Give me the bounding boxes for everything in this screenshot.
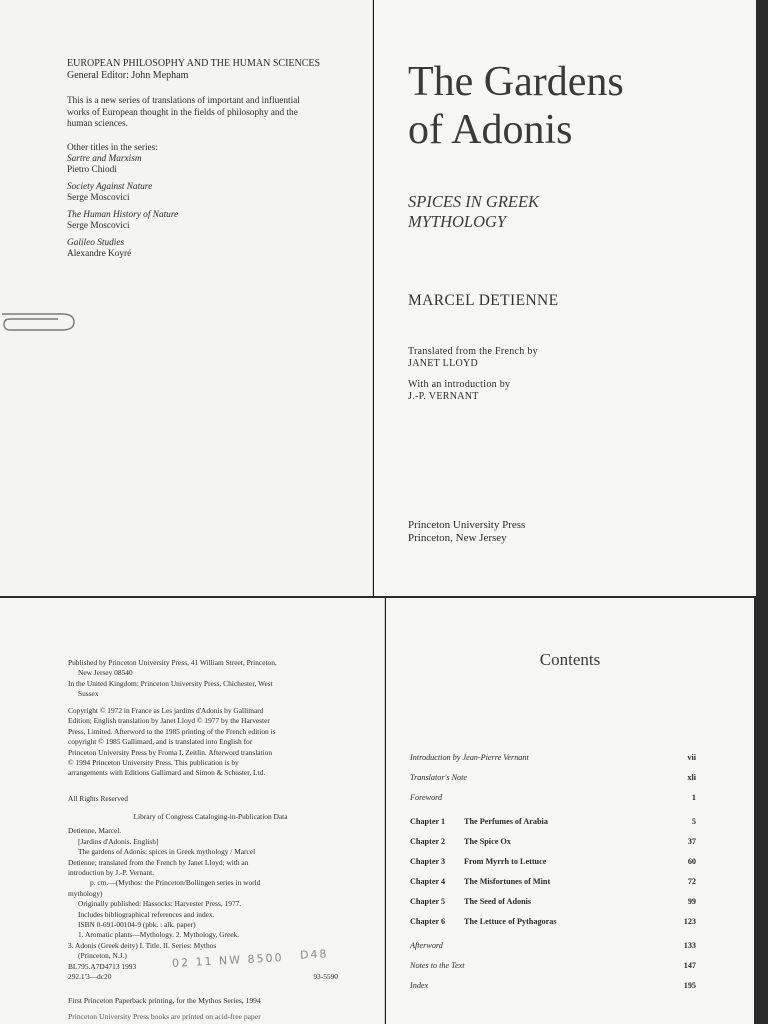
book-title: Sartre and Marxism — [67, 154, 142, 164]
toc-entry: Foreword 1 — [410, 793, 696, 802]
other-titles — [67, 143, 347, 260]
scan-edge-right-bottom — [754, 598, 768, 1024]
book-author: Serge Moscovici — [67, 193, 130, 203]
printing-info: First Princeton Paperback printing, for the Mythos Series, 1994 Princeton University Press books are printed on acid-free paper — [68, 996, 261, 1022]
series-name: EUROPEAN PHILOSOPHY AND THE HUMAN SCIENCES — [67, 58, 321, 69]
title-page — [374, 0, 756, 596]
book-title: Society Against Nature — [67, 182, 153, 192]
general-editor: General Editor: John Mepham — [67, 70, 189, 81]
cip-heading: Library of Congress Cataloging-in-Publication Data — [133, 812, 288, 821]
toc-chapter: Chapter 3 From Myrrh to Lettuce 60 — [410, 857, 696, 866]
cip-number: 93-5590 — [313, 972, 338, 982]
introduction-credit: With an introduction by J.-P. VERNANT — [408, 379, 511, 402]
toc-entry: Introduction by Jean-Pierre Vernant vii — [410, 753, 696, 762]
copyright-notice: Copyright © 1972 in France as Les jardins d'Adonis by Gallimard Edition; English translation by Janet Lloyd © 1977 by the Harvester Press, Limited. Afterword to the 1985 printing of the French edition is copyright © 1985 Gallimard, and is translated into English for Princeton University Press by Froma I. Zeitlin. Afterword translation © 1994 Princeton University Press. This publication is by arrangements with Editions Gallimard and Simon & Schuster, Ltd. — [68, 706, 276, 778]
series-header — [67, 58, 357, 82]
publisher-imprint: Princeton University Press Princeton, New Jersey — [408, 519, 526, 544]
book-title: The Human History of Nature — [67, 210, 179, 220]
scan-edge-right-top — [756, 0, 768, 596]
toc-entry: Afterword 133 — [410, 941, 696, 950]
toc-entry: Translator's Note xli — [410, 773, 696, 782]
other-title-item — [67, 210, 347, 232]
book-subtitle: SPICES IN GREEK MYTHOLOGY — [408, 192, 540, 231]
paperclip-icon — [0, 300, 80, 340]
book-author: Serge Moscovici — [67, 221, 130, 231]
toc-entry: Index 195 — [410, 981, 696, 990]
cip-name: Detienne, Marcel. — [68, 826, 122, 836]
toc-chapter: Chapter 6 The Lettuce of Pythagoras 123 — [410, 917, 696, 926]
published-by: Published by Princeton University Press, 41 William Street, Princeton, New Jersey 08540 In the United Kingdom: Princeton University Press, Chichester, West Sussex — [68, 658, 277, 699]
contents-page — [386, 598, 754, 1024]
book-title: Galileo Studies — [67, 238, 125, 248]
translator-credit: Translated from the French by JANET LLOYD — [408, 346, 538, 369]
other-title-item — [67, 182, 347, 204]
toc-chapter: Chapter 1 The Perfumes of Arabia 5 — [410, 817, 696, 826]
copyright-page — [0, 598, 385, 1024]
toc-chapter: Chapter 4 The Misfortunes of Mint 72 — [410, 877, 696, 886]
rights-reserved: All Rights Reserved — [68, 794, 128, 803]
other-title-item — [67, 238, 347, 260]
contents-heading: Contents — [539, 650, 601, 669]
book-author: Alexandre Koyré — [67, 249, 132, 259]
series-page — [0, 0, 373, 596]
other-title-item — [67, 154, 347, 176]
series-description: This is a new series of translations of important and influential works of European thought in the fields of philosophy and the human sciences. — [67, 96, 300, 129]
other-titles-label: Other titles in the series: — [67, 143, 158, 153]
handwritten-annotation: 02 11 NW 8500 — [171, 951, 284, 970]
toc-entry: Notes to the Text 147 — [410, 961, 696, 970]
book-author: Pietro Chiodi — [67, 165, 117, 175]
toc-chapter: Chapter 5 The Seed of Adonis 99 — [410, 897, 696, 906]
book-title-heading: The Gardens of Adonis — [408, 59, 624, 153]
cip-data: Library of Congress Cataloging-in-Publication Data Detienne, Marcel. [Jardins d'Adonis. English] The gardens of Adonis: spices in Greek mythology / Marcel Detienne; translated from the French by Janet Lloyd; with an introduction by J.-P. Vernant. p. cm.—(Mythos: the Princeton/Bollingen series in world mythology) Originally published: Hassocks: Harvester Press, 1977. Includes bibliographical references and index. ISBN 0-691-00104-9 (pbk. : alk. paper) 1. Aromatic plants—Mythology. 2. Mythology, Greek. 3. Adonis (Greek deity) I. Title. II. Series: Mythos (Princeton, N.J.) BL795.A7D4713 1993 292.1'3—dc20 93-5590 — [68, 812, 353, 983]
author-name: MARCEL DETIENNE — [408, 292, 559, 309]
toc-chapter: Chapter 2 The Spice Ox 37 — [410, 837, 696, 846]
handwritten-annotation: D48 — [299, 947, 329, 962]
